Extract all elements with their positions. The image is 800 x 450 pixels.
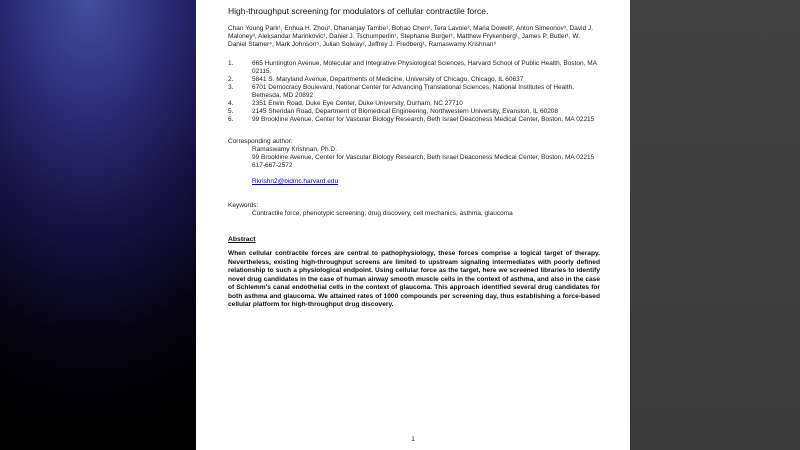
background-left-gradient (0, 0, 196, 450)
affiliation-text: 6701 Democracy Boulevard, National Center for Advancing Translational Sciences, National Institutes of Health, Bethesda, MD 20892 (252, 84, 574, 99)
affiliation-text: 665 Huntington Avenue, Molecular and Integrative Physiological Sciences, Harvard School of Public Health, Boston, MA 02115. (252, 60, 597, 75)
corresponding-author-phone: 617-667-2572 (252, 162, 293, 169)
affiliation-item-6 (228, 116, 600, 124)
affiliation-text: 5841 S. Maryland Avenue, Departments of Medicine, University of Chicago, Chicago, IL 60637 (252, 76, 524, 83)
affiliation-number: 3. (228, 84, 234, 91)
abstract-heading: Abstract (228, 236, 256, 243)
background-right (630, 0, 800, 450)
keywords-block (228, 202, 600, 218)
corresponding-author-label: Corresponding author: (228, 138, 293, 145)
affiliation-item-2 (228, 76, 600, 84)
affiliation-number: 5. (228, 108, 234, 115)
affiliation-item-4 (228, 100, 600, 108)
email-link[interactable]: Rkrishn2@bidmc.harvard.edu (252, 178, 339, 185)
affiliation-text: 99 Brookline Avenue, Center for Vascular Biology Research, Beth Israel Deaconess Medical Center, Boston, MA 02215 (252, 116, 595, 123)
corresponding-author-address: 99 Brookline Avenue, Center for Vascular Biology Research, Beth Israel Deaconess Medical Center, Boston, MA 02215 (252, 154, 595, 161)
paper-title: High-throughput screening for modulators of cellular contractile force. (228, 6, 489, 16)
keywords-label: Keywords: (228, 202, 259, 209)
affiliation-item-1 (228, 60, 600, 76)
affiliation-number: 1. (228, 60, 234, 67)
affiliation-number: 2. (228, 76, 234, 83)
corresponding-author-name: Ramaswamy Krishnan, Ph.D. (252, 146, 337, 153)
abstract-section (228, 236, 600, 310)
corresponding-author-details (252, 146, 600, 188)
affiliation-number: 4. (228, 100, 234, 107)
author-list: Chan Young Park¹, Enhua H. Zhou¹, Dhananjay Tambe¹, Bohao Chen², Tera Lavoie², Maria Dowell², Anton Simeonov³, David J. Maloney³, Aleksandar Marinkovic¹, Daniel J. Tschumperlin¹, Stephanie Burger¹, Matthew Frykenberg¹, James P. Butler¹, W. Daniel Stamer⁴, Mark Johnson⁵, Julian Solway², Jeffrey J. Fredberg¹, Ramaswamy Krishnan⁶ (228, 25, 594, 48)
abstract-text: When cellular contractile forces are central to pathophysiology, these forces comprise a logical target of therapy. Nevertheless, existing high-throughput screens are limited to upstream signaling intermediates with poorly defined relationship to such a physiological endpoint. Using cellular force as the target, here we screened libraries to identify novel drug candidates in the case of human airway smooth muscle cells in the context of asthma, and also in the case of Schlemm's canal endothelial cells in the context of glaucoma. This approach identified several drug candidates for both asthma and glaucoma. We attained rates of 1000 compounds per screening day, thus establishing a force-based cellular platform for high-throughput drug discovery. (228, 250, 600, 308)
document-page (196, 0, 630, 450)
corresponding-author-block (228, 138, 600, 188)
page-number: 1 (411, 436, 415, 443)
affiliation-item-3 (228, 84, 600, 100)
affiliations-list (228, 60, 600, 124)
affiliation-number: 6. (228, 116, 234, 123)
affiliation-text: 2351 Erwin Road, Duke Eye Center, Duke University, Durham, NC 27710 (252, 100, 463, 107)
keywords-value: Contractile force, phenotypic screening, drug discovery, cell mechanics, asthma, glaucoma (252, 210, 513, 217)
affiliation-item-5 (228, 108, 600, 116)
affiliation-text: 2145 Sheridan Road, Department of Biomedical Engineering, Northwestern University, Evanston, IL 60208 (252, 108, 559, 115)
